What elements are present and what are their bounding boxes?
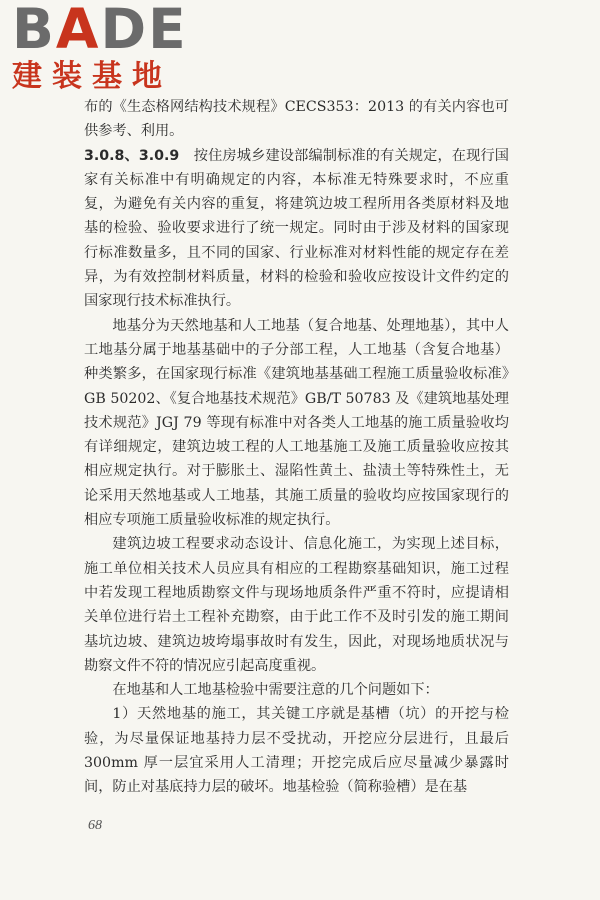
paragraph: 布的《生态格网结构技术规程》CECS353：2013 的有关内容也可供参考、利用。 (84, 99, 509, 140)
paragraph: 建筑边坡工程要求动态设计、信息化施工，为实现上述目标，施工单位相关技术人员应具有相应的工程勘察基础知识，施工过程中若发现工程地质勘察文件与现场地质条件严重不符时，应提请相关单位进行岩土工程补充勘察，由于此工作不及时引发的施工期间基坑边坡、建筑边坡垮塌事故时有发生，因此，对现场地质状况与勘察文件不符的情况应引起高度重视。 (84, 536, 509, 674)
paragraph: 地基分为天然地基和人工地基（复合地基、处理地基），其中人工地基分属于地基基础中的子分部工程，人工地基（含复合地基）种类繁多，在国家现行标准《建筑地基基础工程施工质量验收标准》GB 50202、《复合地基技术规范》GB/T 50783 及《建筑地基处理技术规范》JGJ 79 等现有标准中对各类人工地基的施工质量验收均有详细规定，建筑边坡工程的人工地基施工及施工质量验收应按其相应规定执行。对于膨胀土、湿陷性黄土、盐渍土等特殊性土，无论采用天然地基或人工地基，其施工质量的验收均应按国家现行的相应专项施工质量验收标准的规定执行。 (84, 317, 509, 529)
paragraph: 在地基和人工地基检验中需要注意的几个问题如下： (112, 682, 439, 699)
paragraph: 1）天然地基的施工，其关键工序就是基槽（坑）的开挖与检验，为尽量保证地基持力层不受扰动，开挖应分层进行，且最后 300mm 厚一层宜采用人工清理；开挖完成后应尽量减少暴露时间，防止对基底持力层的破坏。地基检验（简称验槽）是在基 (84, 706, 509, 796)
clause-text: 按住房城乡建设部编制标准的有关规定，在现行国家有关标准中有明确规定的内容，本标准无特殊要求时，不应重复，为避免有关内容的重复，将建筑边坡工程所用各类原材料及地基的检验、验收要求进行了统一规定。同时由于涉及材料的国家现行标准数量多，且不同的国家、行业标准对材料性能的规定存在差异，为有效控制材料质量，材料的检验和验收应按设计文件约定的国家现行技术标准执行。 (84, 147, 509, 310)
logo-wordmark: BADE (12, 0, 188, 61)
page-number: 68 (88, 818, 102, 833)
paragraph-clause (84, 144, 509, 314)
body-text (84, 95, 509, 800)
clause-number: 3.0.8、3.0.9 (84, 147, 180, 164)
logo (12, 2, 188, 95)
logo-subtitle: 建装基地 (12, 59, 172, 94)
